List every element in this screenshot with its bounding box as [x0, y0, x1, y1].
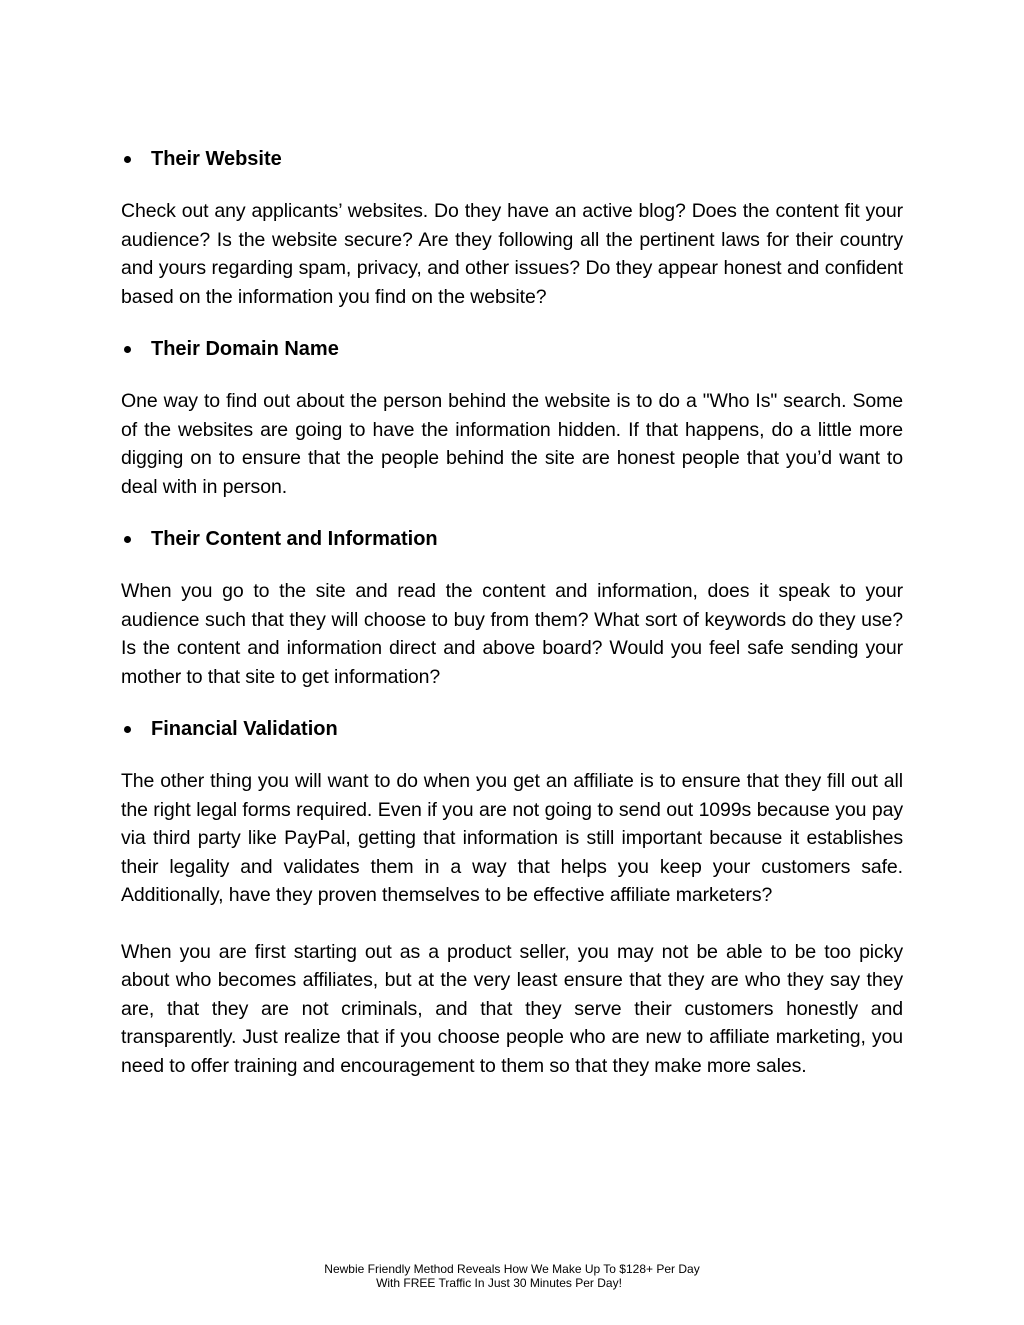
bullet-icon — [124, 156, 131, 163]
paragraph: One way to find out about the person behind the website is to do a "Who Is" search. Some of the websites are going to have the information hidden. If that happens, do a little more digging on to ensure that the people behind the site are honest people that you’d want to deal with in person. — [121, 390, 903, 498]
paragraph: Check out any applicants’ websites. Do they have an active blog? Does the content fit your audience? Is the website secure? Are they following all the pertinent laws for their country and yours regarding spam, privacy, and other issues? Do they appear honest and confident based on the information you find on the website? — [121, 200, 903, 308]
section-heading — [121, 714, 903, 744]
section-heading — [121, 334, 903, 364]
footer-line: Newbie Friendly Method Reveals How We Make Up To $128+ Per Day — [324, 1262, 700, 1276]
paragraph: The other thing you will want to do when you get an affiliate is to ensure that they fill out all the right legal forms required. Even if you are not going to send out 1099s because you pay via third party like PayPal, getting that information is still important because it establishes their legality and validates them in a way that helps you keep your customers safe. Additionally, have they proven themselves to be effective affiliate marketers? — [121, 770, 903, 906]
footer-line: With FREE Traffic In Just 30 Minutes Per Day! — [376, 1276, 622, 1290]
page-footer — [0, 1262, 1024, 1290]
section-heading-text: Their Domain Name — [151, 338, 339, 360]
section-heading-text: Financial Validation — [151, 718, 338, 740]
bullet-icon — [124, 346, 131, 353]
paragraph: When you go to the site and read the content and information, does it speak to your audience such that they will choose to buy from them? What sort of keywords do they use? Is the content and information direct and above board? Would you feel safe sending your mother to that site to get information? — [121, 580, 903, 688]
section-heading-text: Their Content and Information — [151, 528, 438, 550]
section-heading — [121, 524, 903, 554]
paragraph: When you are first starting out as a product seller, you may not be able to be too picky about who becomes affiliates, but at the very least ensure that they are who they say they are, that they are not criminals, and that they serve their customers honestly and transparently. Just realize that if you choose people who are new to affiliate marketing, you need to offer training and encouragement to them so that they make more sales. — [121, 940, 903, 1077]
section-heading-text: Their Website — [151, 148, 282, 170]
document-body — [121, 144, 903, 1080]
section-heading — [121, 144, 903, 174]
bullet-icon — [124, 536, 131, 543]
bullet-icon — [124, 726, 131, 733]
